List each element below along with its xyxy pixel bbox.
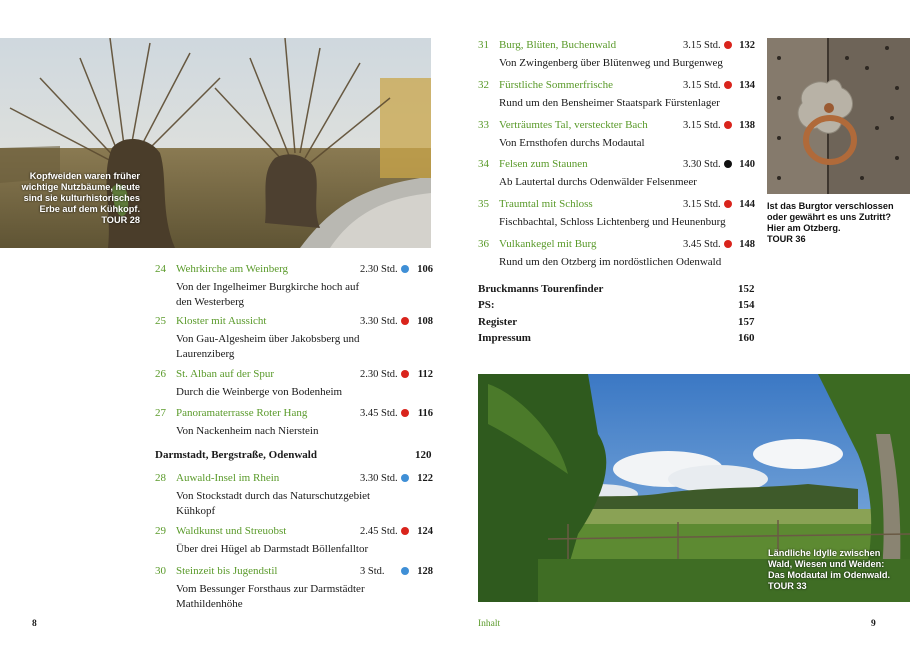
tour-entry[interactable] xyxy=(478,197,758,230)
tour-description: Von Zwingenberg über Blütenweg und Burgenweg xyxy=(499,57,723,69)
tour-number: 25 xyxy=(155,315,166,327)
tour-page: 108 xyxy=(417,316,433,327)
tour-page: 116 xyxy=(417,408,433,419)
tour-duration: 3.45 Std. xyxy=(360,408,398,419)
tour-entry[interactable] xyxy=(155,406,435,439)
tour-duration: 3 Std. xyxy=(360,566,385,577)
appendix-label: Bruckmanns Tourenfinder xyxy=(478,283,604,295)
caption-line: TOUR 36 xyxy=(767,234,806,244)
appendix-label: PS: xyxy=(478,299,495,311)
tour-duration: 3.30 Std. xyxy=(360,473,398,484)
tour-description: Rund um den Bensheimer Staatspark Fürstenlager xyxy=(499,97,720,109)
tour-page: 128 xyxy=(417,566,433,577)
appendix-label: Impressum xyxy=(478,332,531,344)
tour-duration: 3.30 Std. xyxy=(360,316,398,327)
tour-header-row xyxy=(478,38,758,53)
tour-title: Steinzeit bis Jugendstil xyxy=(176,565,278,577)
tour-duration: 3.15 Std. xyxy=(683,199,721,210)
caption-line: Wald, Wiesen und Weiden: xyxy=(768,559,885,569)
tour-description: Rund um den Otzberg im nordöstlichen Odenwald xyxy=(499,256,722,268)
tour-number: 27 xyxy=(155,407,166,419)
tour-number: 36 xyxy=(478,238,489,250)
tour-page: 124 xyxy=(417,526,433,537)
tour-entry[interactable] xyxy=(155,367,435,400)
tour-page: 148 xyxy=(739,239,755,250)
tour-title: Felsen zum Staunen xyxy=(499,158,588,170)
tour-entry[interactable] xyxy=(155,471,435,519)
tour-header-row xyxy=(155,406,435,421)
tour-title: Panoramaterrasse Roter Hang xyxy=(176,407,308,419)
page-number-left: 8 xyxy=(32,619,37,629)
tour-title: Fürstliche Sommerfrische xyxy=(499,79,613,91)
tour-page: 112 xyxy=(417,369,433,380)
caption-line: Ländliche Idylle zwischen xyxy=(768,548,881,558)
tour-header-row xyxy=(478,197,758,212)
tour-title: Traumtal mit Schloss xyxy=(499,198,593,210)
appendix-page: 160 xyxy=(738,332,755,344)
caption-line: Hier am Otzberg. xyxy=(767,223,841,233)
page-number-right: 9 xyxy=(871,619,876,629)
caption-line: TOUR 33 xyxy=(768,581,807,591)
tour-number: 33 xyxy=(478,119,489,131)
caption-line: sind sie kulturhistorisches xyxy=(23,193,140,203)
tour-entry[interactable] xyxy=(155,564,435,612)
tour-duration: 3.15 Std. xyxy=(683,40,721,51)
tour-entry[interactable] xyxy=(478,78,758,111)
tour-number: 34 xyxy=(478,158,489,170)
tour-entry[interactable] xyxy=(478,118,758,151)
appendix-entry[interactable] xyxy=(478,299,758,311)
tour-title: Waldkunst und Streuobst xyxy=(176,525,287,537)
tour-number: 26 xyxy=(155,368,166,380)
tour-number: 28 xyxy=(155,472,166,484)
door-caption xyxy=(767,201,907,245)
tour-number: 30 xyxy=(155,565,166,577)
tour-description: Von Nackenheim nach Nierstein xyxy=(176,425,319,437)
tour-title: Burg, Blüten, Buchenwald xyxy=(499,39,617,51)
tour-header-row xyxy=(478,78,758,93)
tour-header-row xyxy=(155,564,435,579)
tour-description: Vom Bessunger Forsthaus zur Darmstädter Mathildenhöhe xyxy=(176,583,365,610)
tour-entry[interactable] xyxy=(478,38,758,71)
tour-header-row xyxy=(478,237,758,252)
tour-number: 29 xyxy=(155,525,166,537)
tour-duration: 3.30 Std. xyxy=(683,159,721,170)
tour-header-row xyxy=(478,157,758,172)
caption-line: Ist das Burgtor verschlossen xyxy=(767,201,894,211)
footer-section-label: Inhalt xyxy=(478,619,501,629)
appendix-entry[interactable] xyxy=(478,332,758,344)
tour-page: 106 xyxy=(417,264,433,275)
tour-header-row xyxy=(155,524,435,539)
tour-description: Von Gau-Algesheim über Jakobsberg und Laurenziberg xyxy=(176,333,360,360)
tour-title: Kloster mit Aussicht xyxy=(176,315,267,327)
caption-line: Das Modautal im Odenwald. xyxy=(768,570,891,580)
tour-description: Von der Ingelheimer Burgkirche hoch auf den Westerberg xyxy=(176,281,360,308)
tour-number: 32 xyxy=(478,79,489,91)
tour-entry[interactable] xyxy=(155,262,435,310)
tour-header-row xyxy=(155,471,435,486)
appendix-page: 152 xyxy=(738,283,755,295)
door-ring-photo xyxy=(767,38,910,194)
appendix-label: Register xyxy=(478,316,518,328)
tour-duration: 2.30 Std. xyxy=(360,369,398,380)
tour-number: 31 xyxy=(478,39,489,51)
section-title: Darmstadt, Bergstraße, Odenwald xyxy=(155,449,317,461)
section-heading xyxy=(155,449,433,461)
tour-duration: 3.15 Std. xyxy=(683,120,721,131)
tour-duration: 3.15 Std. xyxy=(683,80,721,91)
tour-title: Wehrkirche am Weinberg xyxy=(176,263,289,275)
tour-duration: 2.45 Std. xyxy=(360,526,398,537)
tour-entry[interactable] xyxy=(155,524,435,557)
tour-page: 134 xyxy=(739,80,755,91)
willow-caption xyxy=(8,171,140,226)
tour-entry[interactable] xyxy=(155,314,435,362)
appendix-entry[interactable] xyxy=(478,316,758,328)
tour-title: Verträumtes Tal, versteckter Bach xyxy=(499,119,648,131)
tour-description: Fischbachtal, Schloss Lichtenberg und Heunenburg xyxy=(499,216,726,228)
tour-title: Vulkankegel mit Burg xyxy=(499,238,597,250)
tour-title: Auwald-Insel im Rhein xyxy=(176,472,280,484)
tour-description: Von Ernsthofen durchs Modautal xyxy=(499,137,645,149)
tour-duration: 2.30 Std. xyxy=(360,264,398,275)
caption-line: Kopfweiden waren früher xyxy=(29,171,140,181)
section-page: 120 xyxy=(415,449,432,461)
tour-header-row xyxy=(155,367,435,382)
tour-description: Von Stockstadt durch das Naturschutzgebiet Kühkopf xyxy=(176,490,371,517)
tour-entry[interactable] xyxy=(478,157,758,190)
tour-page: 132 xyxy=(739,40,755,51)
tour-header-row xyxy=(478,118,758,133)
tour-entry[interactable] xyxy=(478,237,758,270)
caption-line: oder gewährt es uns Zutritt? xyxy=(767,212,892,222)
tour-page: 138 xyxy=(739,120,755,131)
tour-duration: 3.45 Std. xyxy=(683,239,721,250)
tour-header-row xyxy=(155,262,435,277)
meadow-caption xyxy=(768,548,908,592)
tour-number: 35 xyxy=(478,198,489,210)
tour-page: 122 xyxy=(417,473,433,484)
appendix-page: 157 xyxy=(738,316,755,328)
tour-description: Ab Lautertal durchs Odenwälder Felsenmeer xyxy=(499,176,697,188)
tour-header-row xyxy=(155,314,435,329)
tour-page: 140 xyxy=(739,159,755,170)
appendix-entry[interactable] xyxy=(478,283,758,295)
caption-line: wichtige Nutzbäume, heute xyxy=(21,182,140,192)
appendix-page: 154 xyxy=(738,299,755,311)
tour-page: 144 xyxy=(739,199,755,210)
caption-line: TOUR 28 xyxy=(101,215,140,225)
tour-title: St. Alban auf der Spur xyxy=(176,368,275,380)
caption-line: Erbe auf dem Kühkopf. xyxy=(39,204,140,214)
tour-description: Über drei Hügel ab Darmstadt Böllenfalltor xyxy=(176,543,369,555)
tour-number: 24 xyxy=(155,263,166,275)
tour-description: Durch die Weinberge von Bodenheim xyxy=(176,386,343,398)
